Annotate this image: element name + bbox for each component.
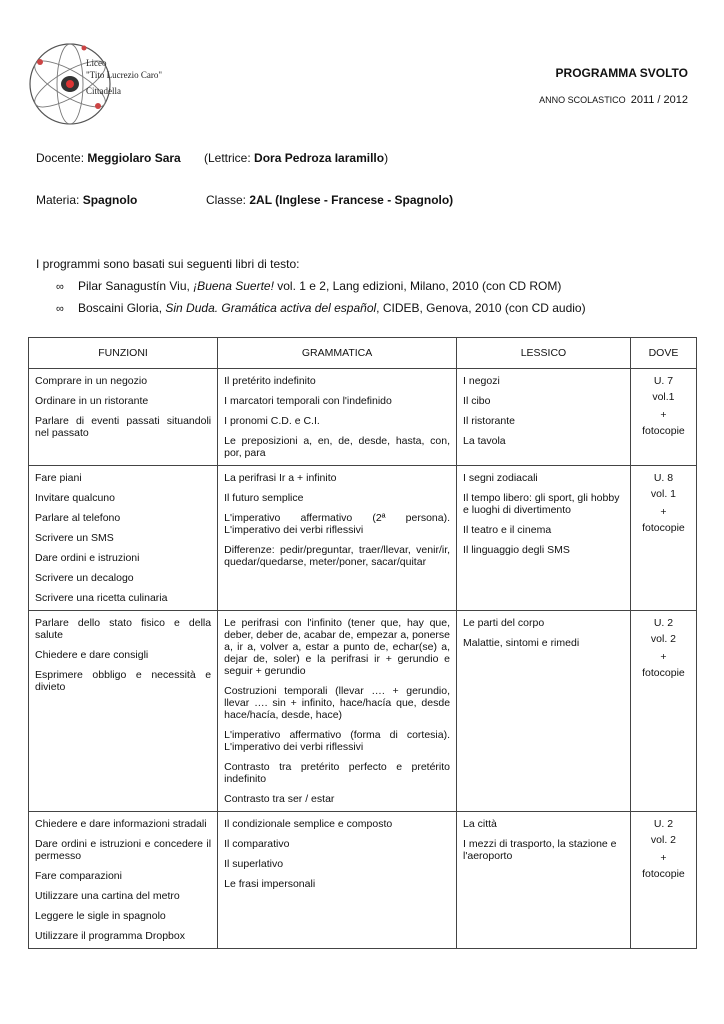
funzioni-item: Fare comparazioni — [35, 870, 122, 882]
year-label: ANNO SCOLASTICO — [539, 95, 626, 105]
grammatica-item: L'imperativo affermativo (forma di cortesia). L'imperativo dei verbi riflessivi — [224, 729, 451, 753]
grammatica-item: Contrasto tra ser / estar — [224, 793, 335, 805]
funzioni-item: Esprimere obbligo e necessità e divieto — [35, 669, 212, 693]
table-cell-funzioni — [29, 812, 218, 949]
lessico-item: I mezzi di trasporto, la stazione e l'aeroporto — [463, 838, 617, 862]
funzioni-item: Parlare di eventi passati situandoli nel passato — [35, 415, 212, 439]
lettrice-line — [204, 151, 388, 165]
funzioni-item: Chiedere e dare informazioni stradali — [35, 818, 207, 830]
page-title: PROGRAMMA SVOLTO — [555, 66, 688, 80]
lettrice-name: Dora Pedroza Iaramillo — [254, 151, 385, 165]
infinity-bullet-icon: ∞ — [56, 281, 64, 293]
grammatica-item: Differenze: pedir/preguntar, traer/llevar, venir/ir, quedar/quedarse, meter/poner, sacar/quitar — [224, 544, 451, 568]
book2-title: Sin Duda. Gramática activa del español — [165, 301, 377, 315]
materia-value: Spagnolo — [82, 193, 138, 207]
table-row — [29, 812, 697, 949]
dove-item: fotocopie — [642, 425, 685, 437]
book1-details: vol. 1 e 2, Lang edizioni, Milano, 2010 (con CD ROM) — [273, 279, 562, 293]
book-item-2 — [56, 301, 586, 315]
table-cell-lessico — [457, 611, 631, 812]
grammatica-item: Le frasi impersonali — [224, 878, 316, 890]
docente-label: Docente: — [36, 151, 85, 165]
grammatica-item: L'imperativo affermativo (2ª persona). L'imperativo dei verbi riflessivi — [224, 512, 451, 536]
table-header-row — [29, 338, 697, 369]
funzioni-item: Dare ordini e istruzioni e concedere il permesso — [35, 838, 212, 862]
classe-value: 2AL (Inglese - Francese - Spagnolo) — [249, 193, 454, 207]
dove-item: fotocopie — [642, 868, 685, 880]
funzioni-item: Ordinare in un ristorante — [35, 395, 149, 407]
classe-label: Classe: — [206, 193, 247, 207]
table-row — [29, 466, 697, 611]
table-cell-grammatica — [218, 369, 457, 466]
infinity-bullet-icon: ∞ — [56, 303, 64, 315]
table-cell-grammatica — [218, 611, 457, 812]
lessico-item: Il linguaggio degli SMS — [463, 544, 570, 556]
table-cell-grammatica — [218, 812, 457, 949]
grammatica-item: Contrasto tra pretérito perfecto e pretérito indefinito — [224, 761, 451, 785]
table-cell-lessico — [457, 466, 631, 611]
lessico-item: La tavola — [463, 435, 506, 447]
lessico-item: Il ristorante — [463, 415, 515, 427]
grammatica-item: Il pretérito indefinito — [224, 375, 316, 387]
header-funzioni: FUNZIONI — [29, 338, 218, 369]
funzioni-item: Scrivere una ricetta culinaria — [35, 592, 168, 604]
funzioni-item: Leggere le sigle in spagnolo — [35, 910, 166, 922]
dove-item: + — [660, 409, 667, 421]
dove-item: U. 7 — [653, 375, 674, 387]
logo-line-3: Cittadella — [86, 86, 121, 96]
funzioni-item: Parlare dello stato fisico e della salute — [35, 617, 212, 641]
lessico-item: Il teatro e il cinema — [463, 524, 552, 536]
grammatica-item: Il comparativo — [224, 838, 290, 850]
table-cell-funzioni — [29, 611, 218, 812]
funzioni-item: Scrivere un decalogo — [35, 572, 134, 584]
table-cell-dove — [630, 466, 696, 611]
dove-item: U. 8 — [653, 472, 674, 484]
table-cell-funzioni — [29, 369, 218, 466]
book-item-1 — [56, 279, 561, 293]
grammatica-item: I pronomi C.D. e C.I. — [224, 415, 320, 427]
dove-item: fotocopie — [642, 667, 685, 679]
funzioni-item: Dare ordini e istruzioni — [35, 552, 140, 564]
logo-line-2: "Tito Lucrezio Caro" — [86, 70, 163, 80]
books-intro: I programmi sono basati sui seguenti libri di testo: — [36, 257, 300, 271]
table-cell-lessico — [457, 812, 631, 949]
docente-line — [36, 151, 181, 165]
dove-item: U. 2 — [653, 818, 674, 830]
book1-title: ¡Buena Suerte! — [193, 279, 274, 293]
funzioni-item: Comprare in un negozio — [35, 375, 148, 387]
docente-name: Meggiolaro Sara — [87, 151, 181, 165]
grammatica-item: I marcatori temporali con l'indefinido — [224, 395, 392, 407]
table-cell-grammatica — [218, 466, 457, 611]
book2-author: Boscaini Gloria, — [78, 301, 166, 315]
lessico-item: Malattie, sintomi e rimedi — [463, 637, 580, 649]
lessico-item: Il tempo libero: gli sport, gli hobby e luoghi di divertimento — [463, 492, 620, 516]
dove-item: vol.1 — [652, 391, 675, 403]
funzioni-item: Utilizzare il programma Dropbox — [35, 930, 185, 942]
header-grammatica: GRAMMATICA — [218, 338, 457, 369]
table-cell-funzioni — [29, 466, 218, 611]
materia-line — [36, 193, 137, 207]
table-row — [29, 611, 697, 812]
grammatica-item: Il condizionale semplice e composto — [224, 818, 393, 830]
dove-item: + — [660, 651, 667, 663]
grammatica-item: Costruzioni temporali (llevar …. + gerundio, llevar …. sin + infinito, hace/hacía que, desde hace/hacía, desde, hace) — [224, 685, 451, 721]
lettrice-suffix: ) — [384, 151, 389, 165]
lessico-item: Le parti del corpo — [463, 617, 545, 629]
grammatica-item: Il futuro semplice — [224, 492, 304, 504]
funzioni-item: Fare piani — [35, 472, 82, 484]
lessico-item: La città — [463, 818, 497, 830]
table-body — [29, 369, 697, 949]
table-cell-dove — [630, 611, 696, 812]
funzioni-item: Utilizzare una cartina del metro — [35, 890, 180, 902]
lettrice-prefix: (Lettrice: — [204, 151, 251, 165]
book1-author: Pilar Sanagustín Viu, — [78, 279, 194, 293]
grammatica-item: Le preposizioni a, en, de, desde, hasta, con, por, para — [224, 435, 451, 459]
dove-item: fotocopie — [642, 522, 685, 534]
grammatica-item: Le perifrasi con l'infinito (tener que, hay que, deber, deber de, acabar de, empezar a, ponerse a, ir a, volver a, estar a punto de, echar(se) a, dejar de, soler) e la perifrasi ir + gerundio e seguir + gerundio — [224, 617, 451, 677]
lessico-item: I segni zodiacali — [463, 472, 538, 484]
dove-item: + — [660, 852, 667, 864]
header-dove: DOVE — [630, 338, 696, 369]
school-logo — [26, 40, 216, 130]
dove-item: vol. 1 — [650, 488, 676, 500]
year-value: 2011 / 2012 — [630, 94, 688, 106]
funzioni-item: Parlare al telefono — [35, 512, 121, 524]
table-row — [29, 369, 697, 466]
materia-label: Materia: — [36, 193, 80, 207]
table-cell-lessico — [457, 369, 631, 466]
funzioni-item: Chiedere e dare consigli — [35, 649, 149, 661]
table-cell-dove — [630, 369, 696, 466]
funzioni-item: Scrivere un SMS — [35, 532, 114, 544]
grammatica-item: La perifrasi Ir a + infinito — [224, 472, 337, 484]
book2-details: , CIDEB, Genova, 2010 (con CD audio) — [376, 301, 586, 315]
grammatica-item: Il superlativo — [224, 858, 284, 870]
classe-line — [206, 193, 453, 207]
lessico-item: Il cibo — [463, 395, 491, 407]
logo-line-1: Liceo — [86, 58, 107, 68]
dove-item: vol. 2 — [650, 834, 676, 846]
dove-item: vol. 2 — [650, 633, 676, 645]
school-year — [539, 94, 688, 106]
funzioni-item: Invitare qualcuno — [35, 492, 115, 504]
dove-item: + — [660, 506, 667, 518]
table-cell-dove — [630, 812, 696, 949]
program-table — [28, 337, 697, 949]
lessico-item: I negozi — [463, 375, 500, 387]
dove-item: U. 2 — [653, 617, 674, 629]
header-lessico: LESSICO — [457, 338, 631, 369]
